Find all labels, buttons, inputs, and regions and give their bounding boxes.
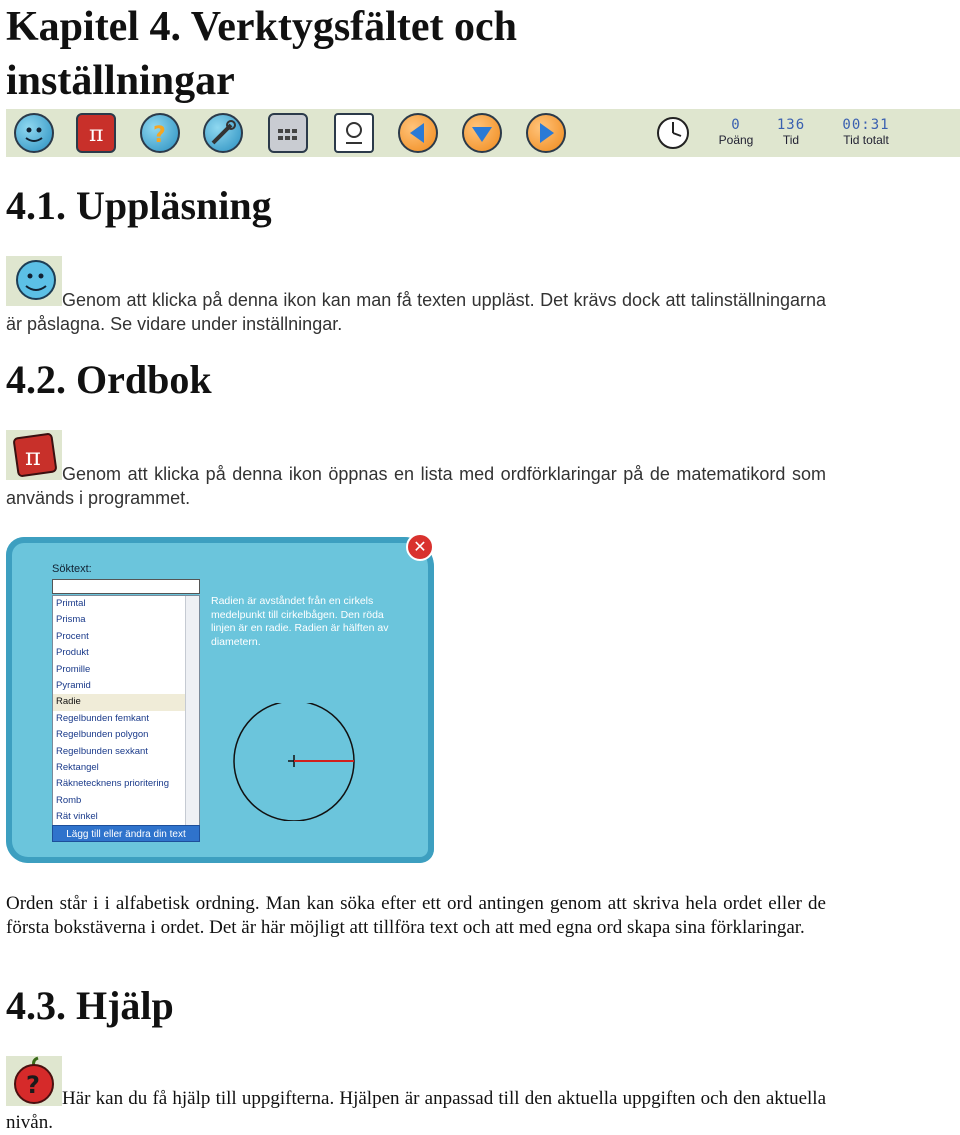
list-item-selected[interactable]: Radie bbox=[53, 694, 185, 710]
toolbar-image bbox=[6, 109, 960, 157]
list-item[interactable]: Rät vinkel bbox=[56, 811, 98, 823]
total-time-label: Tid totalt bbox=[843, 133, 889, 147]
search-input[interactable] bbox=[52, 579, 200, 594]
list-item[interactable]: Produkt bbox=[56, 647, 89, 659]
list-item[interactable]: Räknetecknens prioritering bbox=[56, 778, 170, 790]
section-heading-hjalp: 4.3. Hjälp bbox=[6, 983, 174, 1028]
pi-dictionary-icon bbox=[76, 113, 116, 153]
total-time-counter bbox=[831, 117, 901, 147]
total-time-value: 00:31 bbox=[842, 117, 890, 133]
speaker-face-icon bbox=[14, 113, 54, 153]
time-counter bbox=[766, 117, 816, 147]
list-scrollbar[interactable] bbox=[185, 596, 199, 841]
down-arrow-icon bbox=[462, 113, 502, 153]
help-question-icon bbox=[140, 113, 180, 153]
list-item[interactable]: Rektangel bbox=[56, 761, 99, 773]
list-item[interactable]: Regelbunden polygon bbox=[56, 729, 149, 741]
calculator-icon bbox=[268, 113, 308, 153]
list-item[interactable]: Primtal bbox=[56, 598, 86, 609]
radius-diagram bbox=[230, 703, 360, 821]
clock-icon bbox=[651, 111, 695, 160]
definition-text: Radien är avståndet från en cirkels medelpunkt till cirkelbågen. Den röda linjen är en radie. Radien är hälften av diametern. bbox=[211, 595, 389, 648]
add-text-button[interactable]: Lägg till eller ändra din text bbox=[52, 825, 200, 842]
list-item[interactable]: Romb bbox=[56, 794, 82, 806]
search-label: Söktext: bbox=[52, 563, 92, 575]
chapter-title: Kapitel 4. Verktygsfältet och inställningar bbox=[6, 4, 517, 104]
list-item[interactable]: Procent bbox=[56, 630, 89, 642]
svg-text:?: ? bbox=[26, 1071, 40, 1099]
section-text-hjalp: Här kan du få hjälp till uppgifterna. Hjälpen är anpassad till den aktuella uppgiften och den aktuella nivån. bbox=[6, 1088, 826, 1133]
svg-text:π: π bbox=[25, 443, 41, 471]
score-value: 0 bbox=[731, 117, 741, 133]
section-heading-upplasning: 4.1. Uppläsning bbox=[6, 183, 272, 228]
score-label: Poäng bbox=[718, 133, 754, 147]
list-item[interactable]: Regelbunden sexkant bbox=[56, 745, 148, 757]
svg-text:?: ? bbox=[153, 123, 166, 148]
score-counter bbox=[706, 117, 766, 147]
time-value: 136 bbox=[776, 117, 806, 133]
next-arrow-icon bbox=[526, 113, 566, 153]
svg-text:π: π bbox=[89, 122, 104, 147]
list-item[interactable]: Prisma bbox=[56, 614, 86, 626]
image-card-icon bbox=[334, 113, 374, 153]
word-list[interactable] bbox=[52, 595, 200, 842]
section-text-ordbok-after: Orden står i i alfabetisk ordning. Man kan söka efter ett ord antingen genom att skriva hela ordet eller de första bokstäverna i ordet. Det är här möjligt att tillföra text och att med egna ord skapa sina förklaringar. bbox=[6, 893, 826, 938]
previous-arrow-icon bbox=[398, 113, 438, 153]
section-text-upplasning: Genom att klicka på denna ikon kan man få texten uppläst. Det krävs dock att talinställningarna är påslagna. Se vidare under inställningar. bbox=[6, 290, 826, 334]
settings-tools-icon bbox=[203, 113, 243, 153]
list-item[interactable]: Pyramid bbox=[56, 679, 91, 691]
section-heading-ordbok: 4.2. Ordbok bbox=[6, 357, 212, 402]
close-icon[interactable]: ✕ bbox=[406, 533, 434, 561]
section-text-ordbok: Genom att klicka på denna ikon öppnas en lista med ordförklaringar på de matematikord som används i programmet. bbox=[6, 464, 826, 508]
dictionary-window bbox=[6, 533, 436, 865]
list-item[interactable]: Promille bbox=[56, 663, 91, 675]
list-item[interactable]: Regelbunden femkant bbox=[56, 712, 149, 724]
time-label: Tid bbox=[782, 133, 800, 147]
